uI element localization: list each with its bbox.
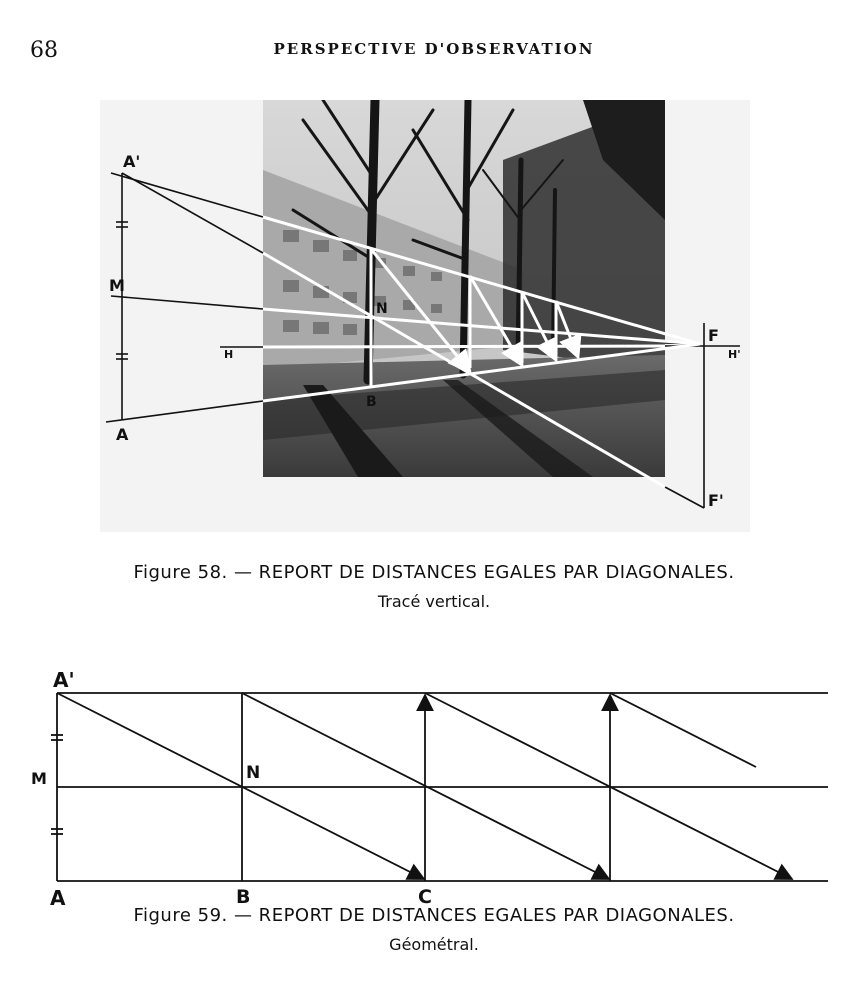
label-h: H: [224, 348, 234, 361]
figure-58-subcaption: Tracé vertical.: [377, 592, 491, 611]
figure-58-caption: Figure 58. — REPORT DE DISTANCES EGALES PAR DIAGONALES.: [133, 562, 735, 583]
figure-59-caption: Figure 59. — REPORT DE DISTANCES EGALES PAR DIAGONALES.: [133, 905, 735, 926]
label-a: A: [116, 425, 129, 444]
label-f-prime: F': [708, 491, 724, 510]
label-b: B: [366, 394, 377, 410]
fig59-label-c: C: [418, 886, 432, 908]
page-number: 68: [30, 38, 58, 63]
figure-59-diagram: [51, 693, 828, 881]
running-title: PERSPECTIVE D'OBSERVATION: [273, 40, 595, 58]
fig59-label-a: A: [50, 886, 66, 910]
fig59-label-b: B: [236, 886, 251, 908]
fig59-label-n: N: [246, 763, 261, 783]
fig59-label-a-prime: A': [53, 668, 75, 692]
figure-59-subcaption: Géométral.: [389, 935, 479, 954]
label-a-prime: A': [123, 152, 141, 171]
fig59-label-m: M: [31, 769, 47, 788]
label-h-prime: H': [728, 348, 741, 361]
label-m: M: [109, 276, 125, 295]
label-n: N: [376, 301, 388, 317]
label-f: F: [708, 326, 719, 345]
